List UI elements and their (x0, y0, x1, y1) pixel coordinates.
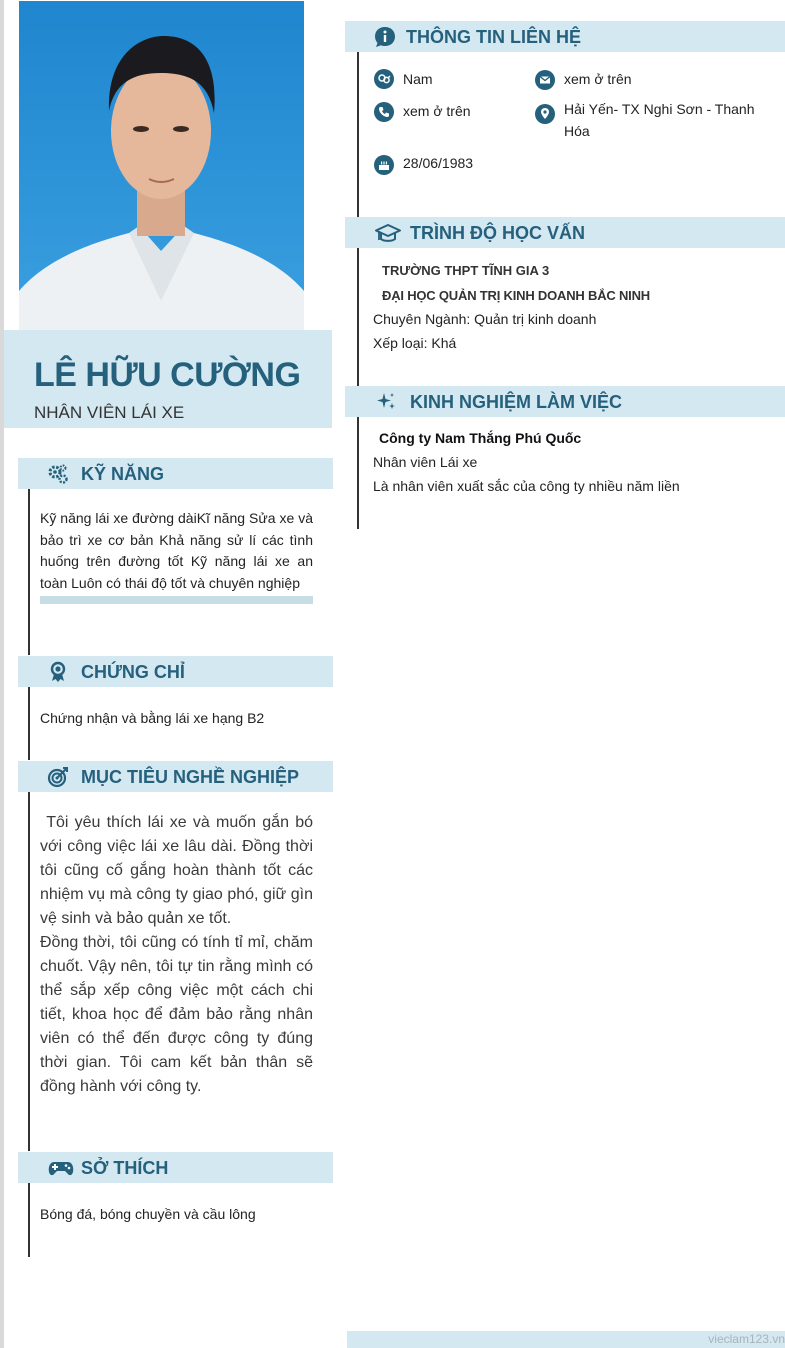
candidate-job-title: NHÂN VIÊN LÁI XE (34, 403, 185, 422)
graduation-cap-icon (375, 222, 401, 244)
contact-section-header (345, 21, 785, 52)
phone-icon (374, 102, 394, 122)
objective-section-header (18, 761, 333, 792)
education-school-2: ĐẠI HỌC QUẢN TRỊ KINH DOANH BẮC NINH (382, 288, 650, 303)
skills-text: Kỹ năng lái xe đường dàiKĩ năng Sửa xe và bảo trì xe cơ bản Khả năng sử lí các tình huống trên đường tốt Kỹ năng lái xe an toàn Luôn có thái độ tốt và chuyên nghiệp (40, 510, 313, 591)
email-icon (535, 70, 555, 90)
gamepad-icon (48, 1157, 74, 1179)
objective-paragraph-2: Đồng thời, tôi cũng có tính tỉ mỉ, chăm chuốt. Vậy nên, tôi tự tin rằng mình có thể sắp xếp công việc một cách chi tiết, khoa học để đảm bảo rằng nhân viên có thể đến được công ty đúng thời gian. Tôi cam kết bản thân sẽ đồng hành với công ty. (40, 934, 313, 1095)
skills-title: KỸ NĂNG (81, 464, 165, 484)
contact-phone: xem ở trên (403, 103, 471, 119)
name-block (4, 330, 332, 428)
hobbies-section-header (18, 1152, 333, 1183)
gears-icon (47, 463, 69, 485)
certificates-title: CHỨNG CHỈ (81, 662, 185, 682)
birthday-cake-icon (374, 155, 394, 175)
info-icon (374, 26, 396, 48)
skills-bar (40, 596, 313, 604)
target-icon (47, 766, 69, 788)
experience-description: Là nhân viên xuất sắc của công ty nhiều năm liền (373, 478, 680, 494)
certificates-text: Chứng nhận và bằng lái xe hạng B2 (40, 710, 265, 726)
right-timeline-line (357, 52, 359, 529)
contact-gender: Nam (403, 71, 433, 87)
contact-address: Hải Yến- TX Nghi Sơn - Thanh Hóa (564, 101, 755, 139)
candidate-name: LÊ HỮU CƯỜNG (34, 356, 301, 394)
skills-section-header (18, 458, 333, 489)
education-title: TRÌNH ĐỘ HỌC VẤN (410, 223, 585, 243)
experience-section-header (345, 386, 785, 417)
gender-icon (374, 69, 394, 89)
location-icon (535, 104, 555, 124)
education-section-header (345, 217, 785, 248)
certificates-timeline-line (28, 687, 30, 760)
skills-timeline-line (28, 489, 30, 655)
hobbies-title: SỞ THÍCH (81, 1158, 169, 1178)
education-major: Chuyên Ngành: Quản trị kinh doanh (373, 311, 597, 327)
contact-birthday: 28/06/1983 (403, 155, 474, 171)
page-edge (0, 0, 4, 1348)
experience-position: Nhân viên Lái xe (373, 454, 478, 470)
objective-title: MỤC TIÊU NGHỀ NGHIỆP (81, 767, 300, 787)
profile-photo (19, 1, 304, 330)
education-school-1: TRƯỜNG THPT TĨNH GIA 3 (382, 263, 550, 278)
hobbies-text: Bóng đá, bóng chuyền và cầu lông (40, 1206, 256, 1222)
certificates-section-header (18, 656, 333, 687)
experience-company: Công ty Nam Thắng Phú Quốc (379, 430, 582, 446)
contact-title: THÔNG TIN LIÊN HỆ (406, 27, 581, 47)
footer-watermark: vieclam123.vn (708, 1332, 785, 1346)
objective-paragraph-1: Tôi yêu thích lái xe và muốn gắn bó với công việc lái xe lâu dài. Đồng thời tôi cũng cố gắng hoàn thành tốt các nhiệm vụ mà công ty giao phó, giữ gìn vệ sinh và bảo quản xe tốt. (40, 814, 318, 927)
hobbies-timeline-line (28, 1183, 30, 1257)
experience-title: KINH NGHIỆM LÀM VIỆC (410, 392, 623, 412)
objective-timeline-line (28, 792, 30, 1151)
education-grade: Xếp loại: Khá (373, 335, 457, 351)
sparkles-icon (375, 391, 397, 413)
contact-email: xem ở trên (564, 71, 632, 87)
award-icon (47, 661, 69, 683)
